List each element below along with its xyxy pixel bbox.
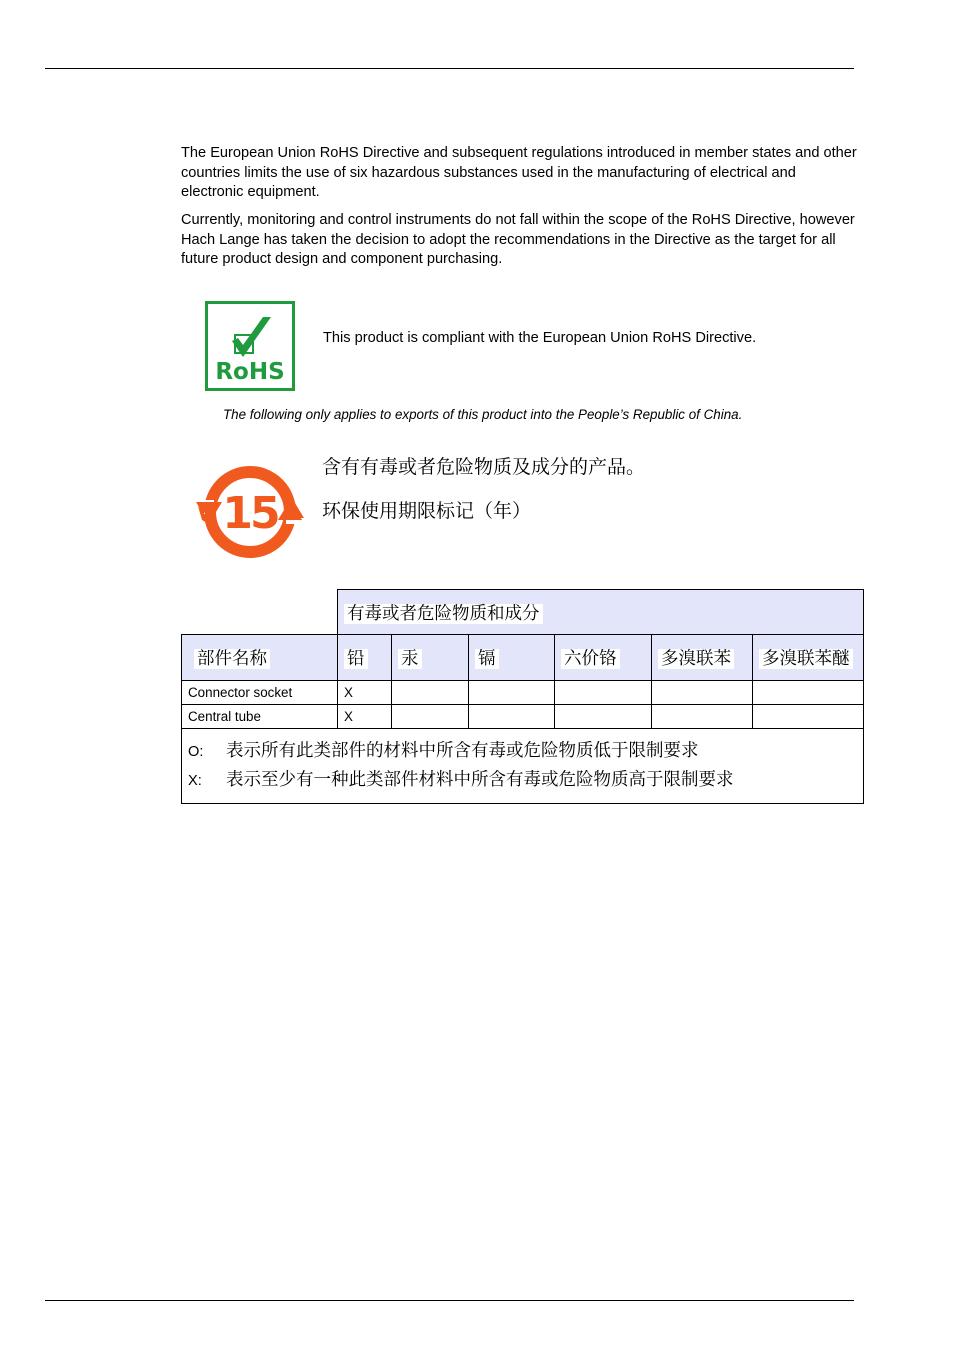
- substance-header-cadmium: [469, 635, 555, 681]
- efup-15-year-icon: [196, 462, 304, 562]
- table-row: [182, 705, 864, 729]
- part-name-header: [182, 635, 338, 681]
- value-cell: [753, 705, 864, 729]
- rohs-compliance-statement: This product is compliant with the European Union RoHS Directive.: [323, 330, 757, 346]
- substance-header-pbb: [652, 635, 753, 681]
- substances-group-label: 有毒或者危险物质和成分: [344, 604, 543, 624]
- value-cell: [392, 681, 469, 705]
- substance-header-lead: [338, 635, 392, 681]
- legend-line-x: [188, 766, 857, 795]
- value-cell: X: [338, 705, 392, 729]
- legend-key: X:: [188, 773, 202, 789]
- header-rule: [45, 68, 854, 69]
- substance-header-chromium: [555, 635, 652, 681]
- table-row: [182, 681, 864, 705]
- value-cell: [469, 681, 555, 705]
- value-cell: [555, 681, 652, 705]
- value-cell: [652, 681, 753, 705]
- table-legend: [182, 729, 864, 804]
- value-cell: [753, 681, 864, 705]
- china-efup-label: 环保使用期限标记（年）: [322, 500, 532, 522]
- china-hazard-title: 含有有毒或者危险物质及成分的产品。: [322, 456, 646, 478]
- value-cell: [652, 705, 753, 729]
- part-name-cell: Central tube: [182, 705, 338, 729]
- part-name-cell: Connector socket: [182, 681, 338, 705]
- value-cell: [555, 705, 652, 729]
- china-export-note: The following only applies to exports of this product into the People’s Republic of China.: [223, 407, 743, 422]
- value-cell: [469, 705, 555, 729]
- substance-header-label: 六价铬: [561, 649, 620, 669]
- table-corner-blank: [182, 590, 338, 635]
- substance-header-mercury: [392, 635, 469, 681]
- value-cell: [392, 705, 469, 729]
- intro-paragraph-2: Currently, monitoring and control instruments do not fall within the scope of the RoHS Directive, however Hach Lange has taken the decision to adopt the recommendations in the Directive as the target for all future product design and component purchasing.: [181, 212, 855, 267]
- hazardous-substances-table: [181, 589, 864, 804]
- part-name-header-label: 部件名称: [194, 649, 270, 669]
- value-cell: X: [338, 681, 392, 705]
- footer-rule: [45, 1300, 854, 1301]
- legend-line-o: [188, 737, 857, 766]
- substance-header-label: 镉: [475, 649, 499, 669]
- substance-header-label: 多溴联苯醚: [759, 649, 853, 669]
- efup-number: 15: [222, 488, 278, 539]
- legend-text: 表示至少有一种此类部件材料中所含有毒或危险物质高于限制要求: [226, 770, 734, 790]
- substance-header-label: 多溴联苯: [658, 649, 734, 669]
- rohs-logo-icon: [205, 301, 295, 391]
- legend-key: O:: [188, 744, 204, 760]
- legend-text: 表示所有此类部件的材料中所含有毒或危险物质低于限制要求: [226, 741, 699, 761]
- substance-header-label: 汞: [398, 649, 422, 669]
- substance-header-label: 铅: [344, 649, 368, 669]
- substances-group-header: [338, 590, 864, 635]
- rohs-logo-text: RoHS: [215, 359, 285, 385]
- substance-header-pbde: [753, 635, 864, 681]
- intro-paragraph-1: The European Union RoHS Directive and subsequent regulations introduced in member states and other countries limits the use of six hazardous substances used in the manufacturing of electrical and electronic equipment.: [181, 145, 857, 200]
